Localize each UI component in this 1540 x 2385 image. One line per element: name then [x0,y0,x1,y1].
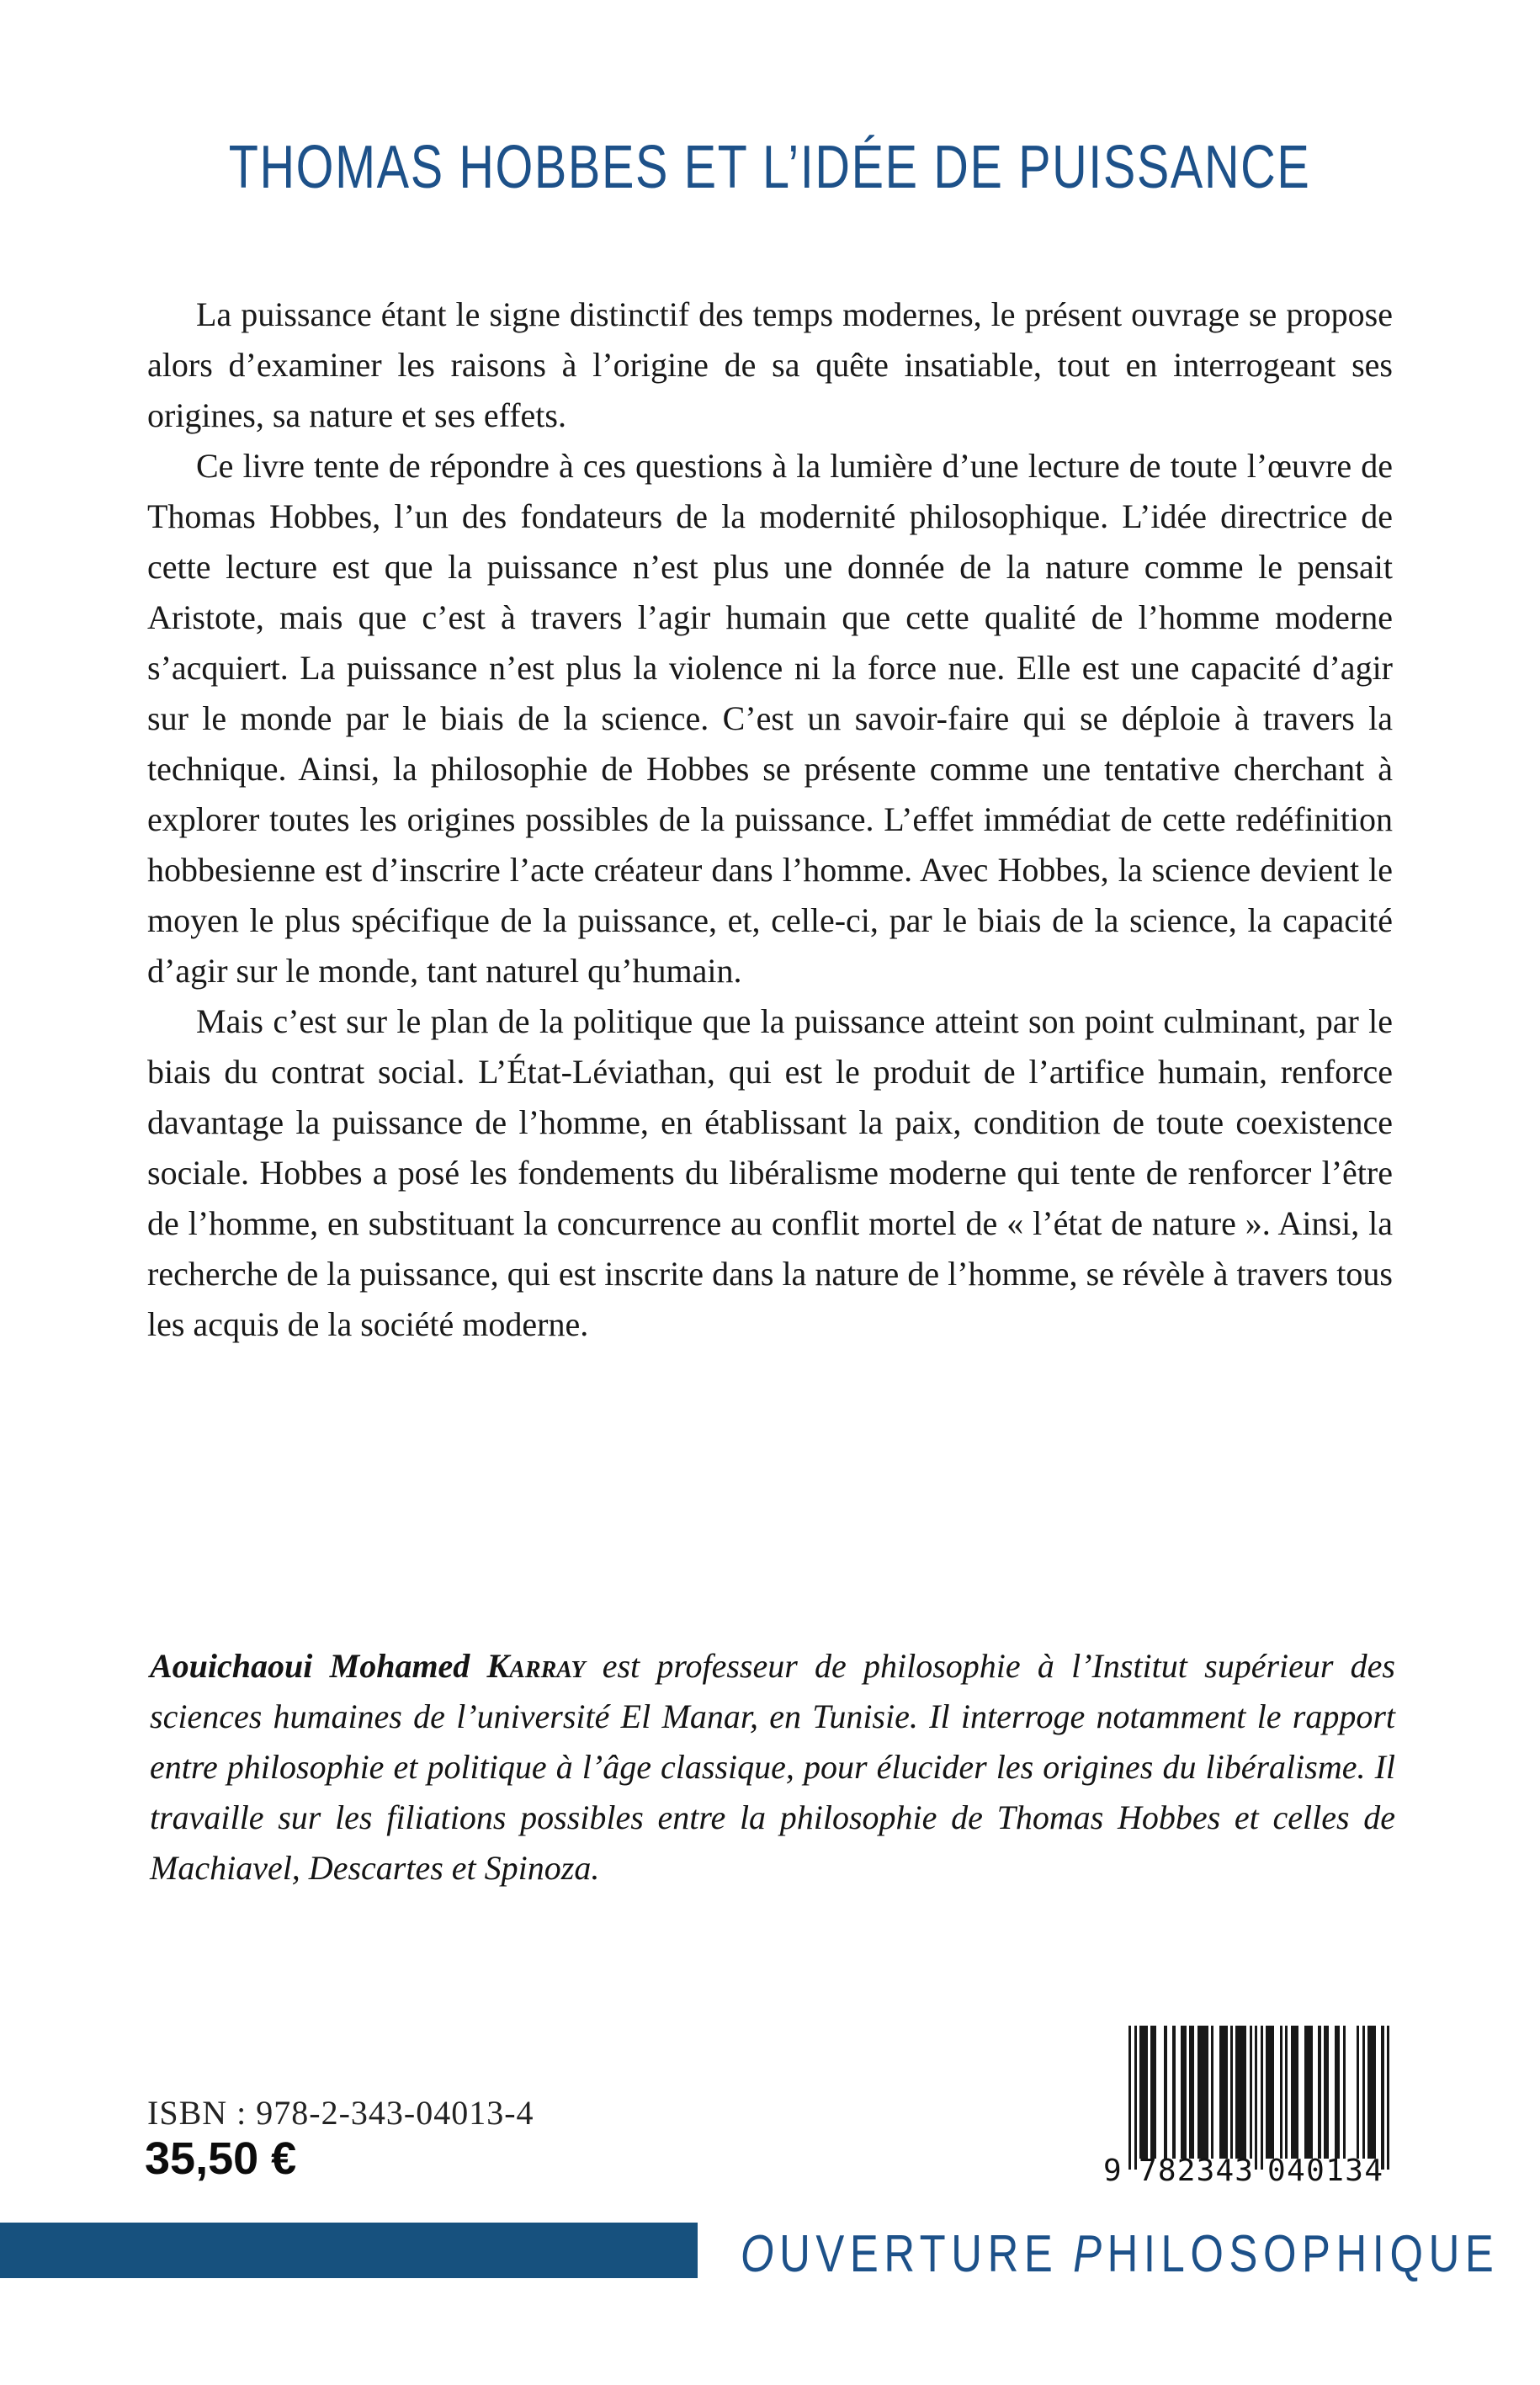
book-title: THOMAS HOBBES ET L’IDÉE DE PUISSANCE [229,134,1311,201]
collection-banner-bar [0,2223,698,2278]
barcode [1103,2026,1391,2194]
isbn-label: ISBN : 978-2-343-04013-4 [147,2094,534,2132]
barcode-digits [1103,2154,1391,2192]
price-label: 35,50 € [145,2133,297,2184]
collection-word-1: OUVERTURE [741,2225,1059,2283]
author-bio [150,1641,1395,1894]
synopsis [147,289,1393,1350]
barcode-digit-left: 9 [1103,2154,1122,2188]
book-title-row [0,133,1540,202]
author-name-given: Aouichaoui Mohamed [150,1647,487,1685]
collection-name [741,2225,1500,2283]
synopsis-paragraph-2: Ce livre tente de répondre à ces questions à la lumière d’une lecture de toute l’œuvre de Thomas Hobbes, l’un des fondateurs de la modernité philosophique. L’idée directrice de cette lecture est que la puissance n’est plus une donnée de la nature comme le pensait Aristote, mais que c’est à travers l’agir humain que cette qualité de l’homme moderne s’acquiert. La puissance n’est plus la violence ni la force nue. Elle est une capacité d’agir sur le monde par le biais de la science. C’est un savoir-faire qui se déploie à travers la technique. Ainsi, la philosophie de Hobbes se présente comme une tentative cherchant à explorer toutes les origines possibles de la puissance. L’effet immédiat de cette redéfinition hobbesienne est d’inscrire l’acte créateur dans l’homme. Avec Hobbes, la science devient le moyen le plus spécifique de la puissance, et, celle-ci, par le biais de la science, la capacité d’agir sur le monde, tant naturel qu’humain. [147,447,1393,990]
barcode-bars [1128,2026,1391,2170]
barcode-digits-group2: 0 4 0 1 3 4 [1267,2154,1383,2188]
author-bio-text: est professeur de philosophie à l’Institut supérieur des sciences humaines de l’université El Manar, en Tunisie. Il interroge notamment le rapport entre philosophie et politique à l’âge classique, pour élucider les origines du libéralisme. Il travaille sur les filiations possibles entre la philosophie de Thomas Hobbes et celles de Machiavel, Descartes et Spinoza. [150,1647,1396,1887]
collection-word-2: PHILOSOPHIQUE [1073,2225,1500,2283]
barcode-digits-group1: 7 8 2 3 4 3 [1139,2154,1253,2188]
author-name-surname: Karray [486,1647,586,1685]
synopsis-paragraph-1: La puissance étant le signe distinctif des temps modernes, le présent ouvrage se propose alors d’examiner les raisons à l’origine de sa quête insatiable, tout en interrogeant ses origines, sa nature et ses effets. [147,295,1393,434]
synopsis-paragraph-3: Mais c’est sur le plan de la politique que la puissance atteint son point culminant, par le biais du contrat social. L’État-Léviathan, qui est le produit de l’artifice humain, renforce davantage la puissance de l’homme, en établissant la paix, condition de toute coexistence sociale. Hobbes a posé les fondements du libéralisme moderne qui tente de renforcer l’être de l’homme, en substituant la concurrence au conflit mortel de « l’état de nature ». Ainsi, la recherche de la puissance, qui est inscrite dans la nature de l’homme, se révèle à travers tous les acquis de la société moderne. [147,1002,1393,1343]
